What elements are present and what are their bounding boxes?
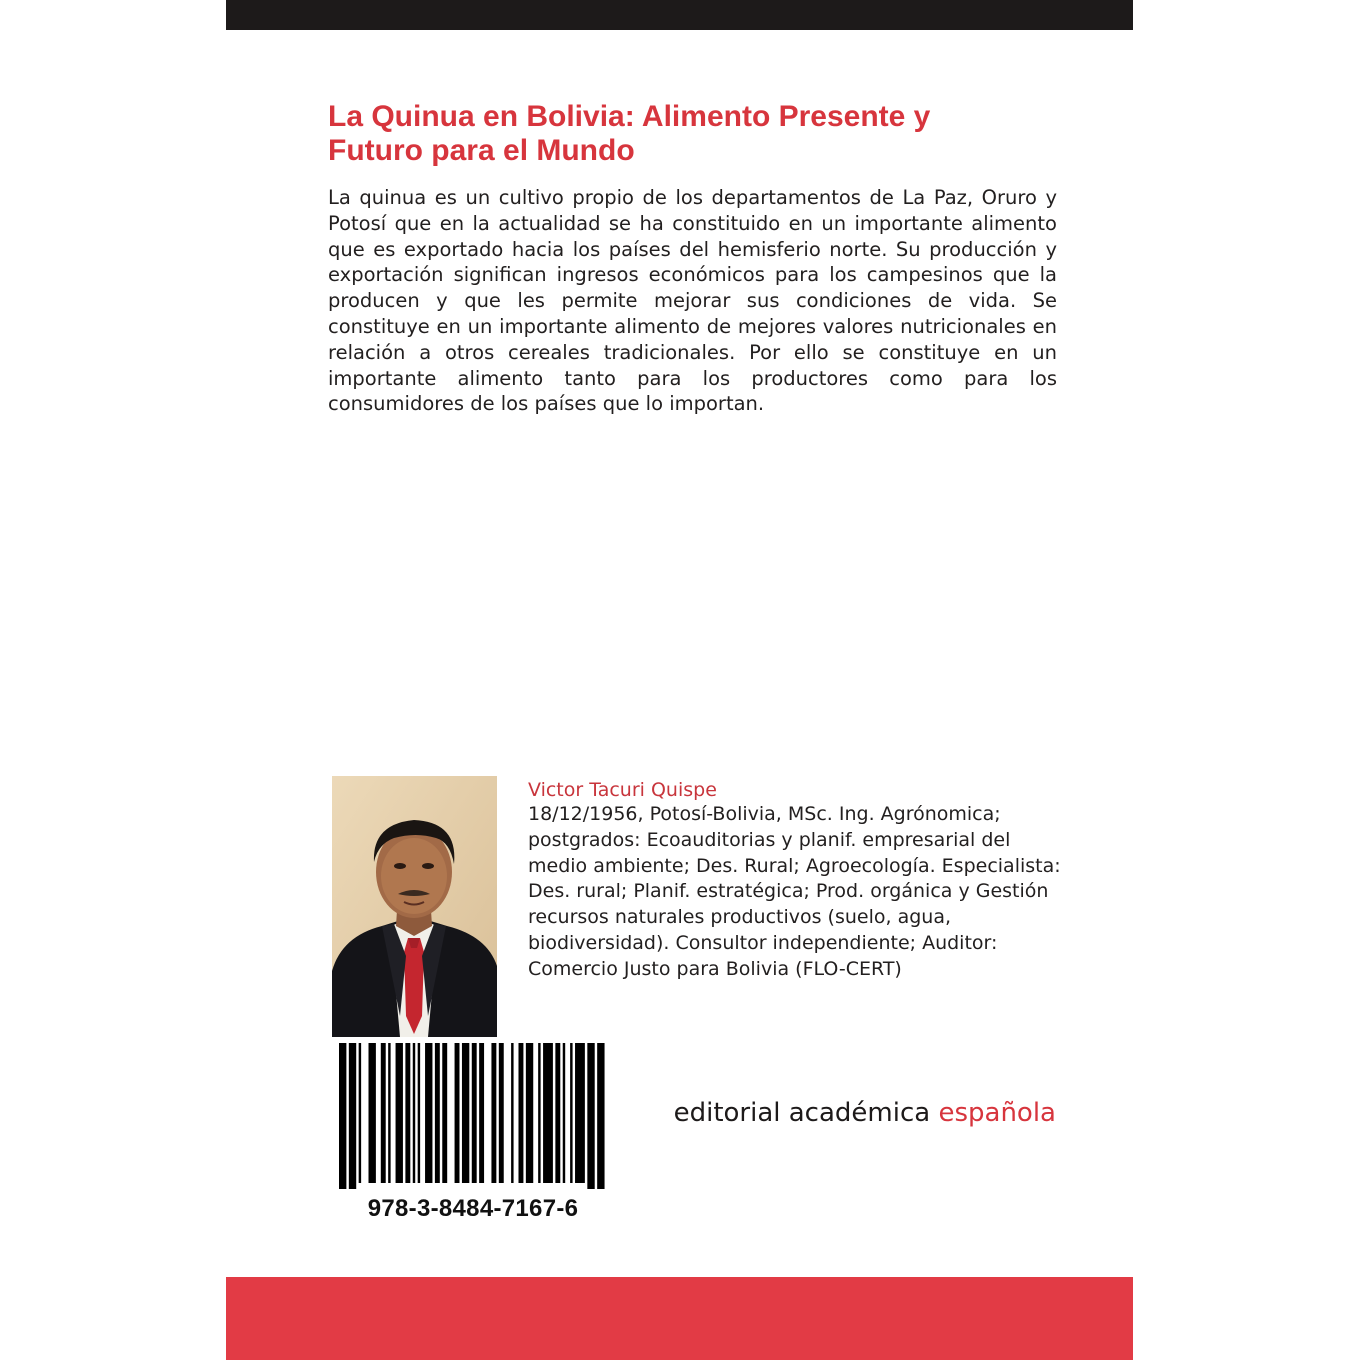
barcode-bar [472,1043,477,1183]
isbn-number: 978-3-8484-7167-6 [367,1195,579,1222]
barcode-bar [369,1043,376,1183]
author-name: Victor Tacuri Quispe [528,779,717,801]
barcode-bar [526,1043,533,1183]
book-blurb: La quinua es un cultivo propio de los departamentos de La Paz, Oruro y Potosí que en la actualidad se ha constituido en un importante alimento que es exportado hacia los países del hemisferio norte. Su producción y exportación significan ingresos económicos para los campesinos que la producen y que les permite mejorar sus condiciones de vida. Se constituye en un importante alimento de mejores valores nutricionales en relación a otros cereales tradicionales. Por ello se constituye en un importante alimento tanto para los productores como para los consumidores de los países que lo importan. [328,186,1057,416]
top-band [226,0,1133,30]
barcode-bar [543,1043,553,1183]
barcode-bar [381,1043,386,1183]
barcode-bar [425,1043,432,1183]
bottom-band [226,1277,1133,1360]
barcode-bar [442,1043,447,1183]
barcode-bar [518,1043,523,1183]
isbn-barcode [339,1043,607,1189]
barcode-bar [435,1043,440,1183]
barcode-bar [462,1043,469,1183]
barcode-bar [479,1043,484,1183]
barcode-bar [349,1043,356,1189]
book-title: La Quinua en Bolivia: Alimento Presente y Futuro para el Mundo [328,100,931,167]
publisher-name: editorial académica [673,1098,939,1128]
barcode-bar [491,1043,496,1183]
barcode-bar [499,1043,504,1183]
barcode-bar [359,1043,361,1183]
barcode-bar [418,1043,420,1183]
barcode-bar [455,1043,460,1183]
barcode-bar [339,1043,346,1189]
barcode-bar [555,1043,560,1183]
author-bio: 18/12/1956, Potosí-Bolivia, MSc. Ing. Agrónomica; postgrados: Ecoauditorias y planif. empresarial del medio ambiente; Des. Rural; Agroecología. Especialista: Des. rural; Planif. estratégica; Prod. orgánica y Gestión recursos naturales productivos (suelo, agua, biodiversidad). Consultor independiente; Auditor: Comercio Justo para Bolivia (FLO-CERT) [528,803,1061,980]
barcode-bar [413,1043,415,1183]
publisher-name-accent: española [938,1098,1056,1128]
barcode-bar [570,1043,572,1183]
barcode-bar [538,1043,540,1183]
barcode-bar [575,1043,585,1183]
publisher-logo [646,1096,1056,1130]
author-photo [332,776,497,1037]
barcode-bar [563,1043,565,1183]
barcode-bar [587,1043,594,1189]
barcode-bar [597,1043,604,1189]
barcode-bar [396,1043,403,1183]
barcode-bar [511,1043,513,1183]
barcode-bar [405,1043,410,1183]
book-back-cover [226,0,1133,1360]
barcode-bar [388,1043,390,1183]
